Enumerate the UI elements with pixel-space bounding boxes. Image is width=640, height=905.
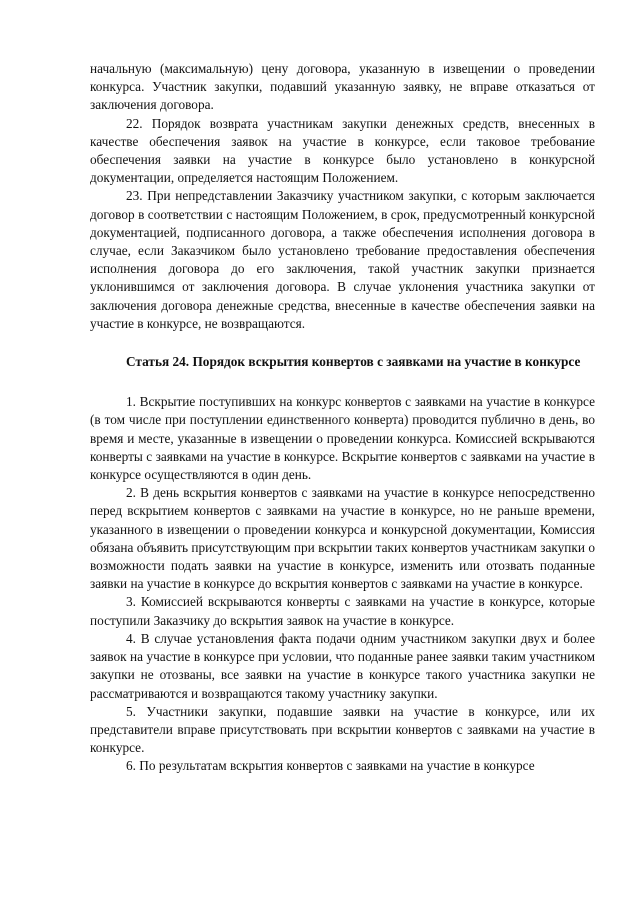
paragraph-24-3: 3. Комиссией вскрываются конверты с заявками на участие в конкурсе, которые поступили Заказчику до вскрытия заявок на участие в конкурсе. (90, 594, 595, 628)
paragraph-24-6: 6. По результатам вскрытия конвертов с заявками на участие в конкурсе (126, 758, 535, 774)
article-24-heading: Статья 24. Порядок вскрытия конвертов с заявками на участие в конкурсе (126, 354, 581, 370)
paragraph-24-2: 2. В день вскрытия конвертов с заявками на участие в конкурсе непосредственно перед вскрытием конвертов с заявками на участие в конкурсе, но не раньше времени, указанного в извещении о проведении конкурса и конкурсной документации, Комиссия обязана объявить присутствующим при вскрытии таких конвертов участникам закупки о возможности подать заявки на участие в конкурсе, изменить или отозвать поданные заявки на участие в конкурсе до вскрытия конвертов с заявками на участие в конкурсе. (90, 485, 595, 592)
paragraph-continuation: начальную (максимальную) цену договора, указанную в извещении о проведении конкурса. Участник закупки, подавший указанную заявку, не вправе отказаться от заключения договора. (90, 61, 595, 113)
paragraph-24-5: 5. Участники закупки, подавшие заявки на участие в конкурсе, или их представители вправе присутствовать при вскрытии конвертов с заявками на участие в конкурсе. (90, 703, 595, 756)
paragraph-23: 23. При непредставлении Заказчику участником закупки, с которым заключается договор в соответствии с настоящим Положением, в срок, предусмотренный конкурсной документацией, подписанного договора, а также обеспечения исполнения договора в случае, если Заказчиком было установлено требование предоставления обеспечения исполнения договора до его заключения, такой участник закупки признается уклонившимся от заключения договора. В случае уклонения участника закупки от заключения договора денежные средства, внесенные в качестве обеспечения заявки на участие в конкурсе, не возвращаются. (90, 188, 595, 331)
paragraph-22: 22. Порядок возврата участникам закупки денежных средств, внесенных в качестве обеспечения заявок на участие в конкурсе, если таковое требование обеспечения заявки на участие в конкурсе было установлено в конкурсной документации, определяется настоящим Положением. (90, 115, 595, 186)
paragraph-24-1: 1. Вскрытие поступивших на конкурс конвертов с заявками на участие в конкурсе (в том числе при поступлении единственного конверта) проводится публично в день, во время и месте, указанные в извещении о проведении конкурса. Комиссией вскрываются конверты с заявками на участие в конкурсе. Вскрытие конвертов с заявками на участие в конкурсе осуществляются в один день. (90, 394, 595, 483)
document-page (90, 60, 595, 776)
paragraph-24-4: 4. В случае установления факта подачи одним участником закупки двух и более заявок на участие в конкурсе при условии, что поданные ранее заявки таким участником закупки не отозваны, все заявки на участие в конкурсе такого участника закупки не рассматриваются и возвращаются такому участнику закупки. (90, 630, 595, 701)
